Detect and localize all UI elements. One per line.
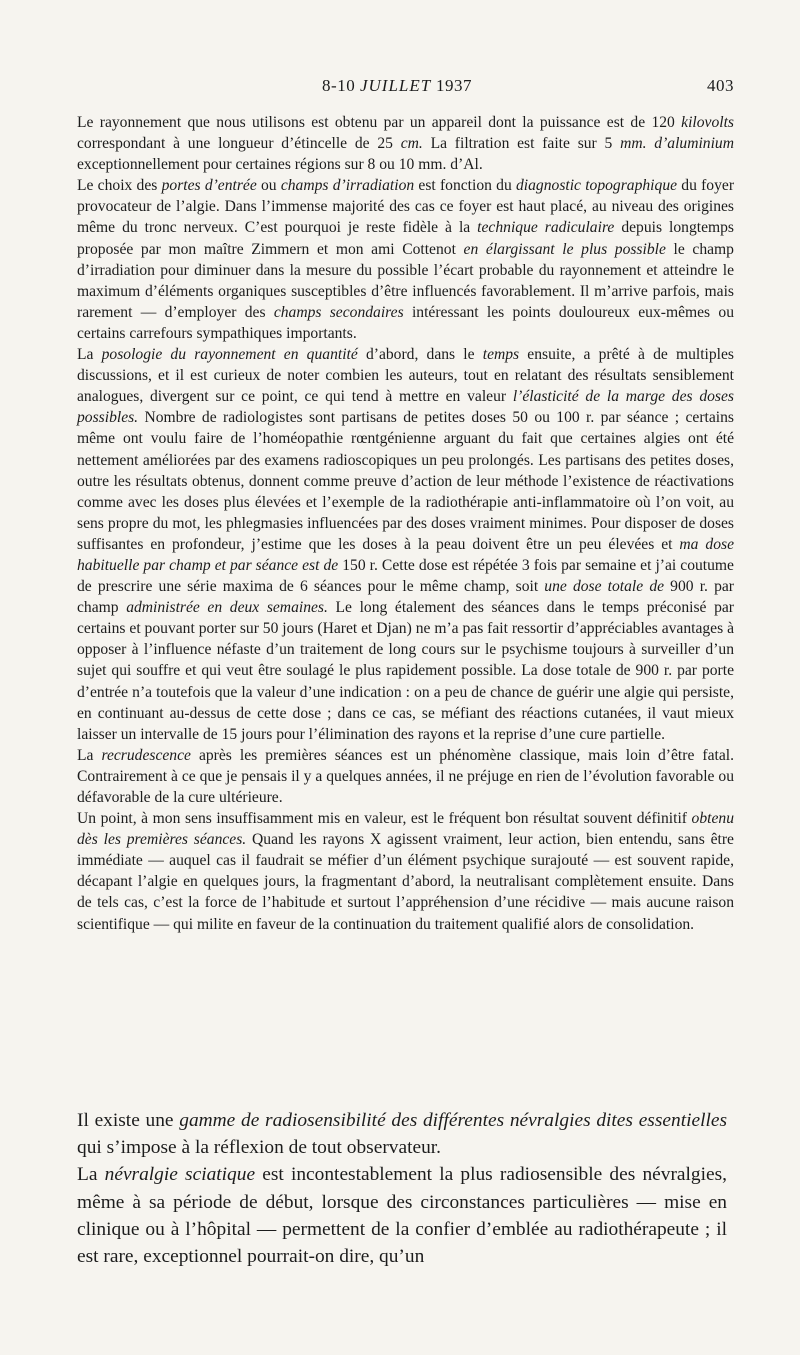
- text-run: est fonction du: [414, 177, 516, 195]
- paragraph: [77, 808, 734, 935]
- italic-run: cm.: [400, 135, 423, 153]
- text-run: La: [77, 1164, 105, 1186]
- text-run: le champ d’irradiation pour diminuer dans la mesure du possible l’écart probable du rayonnement et atteindre le maximum d’éléments organiques susceptibles d’être influencés favorablement. Il m’arrive parfois, mais rarement — d’employer des: [77, 240, 734, 321]
- paragraph: [77, 112, 734, 175]
- text-run: Le rayonnement que nous utilisons est obtenu par un appareil dont la puissance est de 120: [77, 114, 682, 131]
- text-run: ensuite, a prêté à de multiples discussions, et il est curieux de noter combien les auteurs, tout en relatant des résultats sensiblement analogues, divergent sur ce point, ce qui tend à mettre en valeur: [77, 346, 735, 406]
- italic-run: ma dose habituelle par champ et par séance est de: [77, 535, 735, 574]
- text-run: Le long étalement des séances dans le temps préconisé par certains et pouvant porter sur 50 jours (Haret et Djan) ne m’a pas fait ressortir d’appréciables avantages à opposer à l’influence néfaste d’un traitement de long cours sur le psychisme toujours à surveiller d’un sujet qui souffre et qui veut être soulagé le plus rapidement possible. La dose totale de 900 r. par porte d’entrée n’a toutefois que la valeur d’une indication : on a peu de chance de guérir une algie qui persiste, en continuant au-dessus de cette dose ; dans ce cas, se méfiant des réactions cutanées, il vaut mieux laisser un intervalle de 15 jours pour l’élimination des rayons et la reprise d’une cure partielle.: [77, 599, 734, 743]
- paragraph: [77, 745, 734, 808]
- text-run: est incontestablement la plus radiosensible des névralgies, même à sa période de début, lorsque des circonstances particulières — mise en clinique ou à l’hôpital — permettent de la confier d’emblée au radiothérapeute ; il est rare, exceptionnel pourrait-on dire, qu’un: [77, 1164, 727, 1268]
- body-text-large: [77, 1107, 727, 1270]
- date-day: 8-10: [322, 76, 360, 95]
- text-run: Nombre de radiologistes sont partisans de petites doses 50 ou 100 r. par séance ; certains même ont voulu faire de l’homéopathie rœntgénienne arguant du fait que certaines algies ont été nettement améliorées par des examens radioscopiques un peu prolongés. Les partisans des petites doses, outre les résultats obtenus, donnent comme preuve d’action de leur méthode l’existence de réactivations comme avec les doses plus élevées et l’exemple de la radiothérapie anti-inflammatoire où l’on voit, au sens propre du mot, les phlegmasies influencées par des doses vraiment minimes. Pour disposer de doses suffisantes en profondeur, j’estime que les doses à la peau doivent être un peu élevées et: [77, 409, 734, 553]
- text-run: après les premières séances est un phénomène classique, mais loin d’être fatal. Contrairement à ce que je pensais il y a quelques années, il ne préjuge en rien de l’évolution favorable ou défavorable de la cure ultérieure.: [77, 746, 734, 806]
- text-run: depuis longtemps proposée par mon maître Zimmern et mon ami Cottenot: [77, 219, 734, 258]
- text-run: qui s’impose à la réflexion de tout observateur.: [77, 1137, 442, 1159]
- issue-date: [60, 76, 734, 96]
- italic-run: recrudescence: [101, 746, 191, 764]
- italic-run: mm. d’aluminium: [620, 135, 734, 153]
- text-run: 150 r. Cette dose est répétée 3 fois par semaine et j’ai coutume de prescrire une série maxima de 6 séances pour le même champ, soit: [77, 556, 734, 596]
- italic-run: temps: [482, 346, 520, 364]
- italic-run: diagnostic topographique: [516, 177, 678, 195]
- text-run: La filtration est faite sur 5: [422, 135, 621, 153]
- date-month: JUILLET: [359, 76, 432, 95]
- date-year: 1937: [431, 76, 472, 95]
- italic-run: gamme de radiosensibilité des différentes névralgies dites essentielles: [179, 1110, 727, 1131]
- paragraph: [77, 1161, 727, 1270]
- running-header: [60, 76, 734, 100]
- text-run: exceptionnellement pour certaines régions sur 8 ou 10 mm. d’Al.: [77, 156, 483, 174]
- text-run: La: [77, 746, 102, 764]
- text-run: Le choix des: [77, 177, 162, 195]
- italic-run: technique radiculaire: [477, 219, 615, 237]
- italic-run: obtenu dès les premières séances.: [77, 810, 734, 849]
- italic-run: en élargissant le plus possible: [463, 240, 666, 258]
- text-run: correspondant à une longueur d’étincelle de 25: [77, 135, 401, 153]
- text-run: Il existe une: [77, 1110, 180, 1131]
- italic-run: kilovolts: [681, 114, 734, 131]
- italic-run: une dose totale de: [544, 578, 665, 596]
- italic-run: posologie du rayonnement en quantité: [101, 346, 358, 364]
- italic-run: portes d’entrée: [161, 177, 257, 195]
- text-run: du foyer provocateur de l’algie. Dans l’immense majorité des cas ce foyer est haut placé, au niveau des origines même du tronc nerveux. C’est pourquoi je reste fidèle à la: [77, 177, 735, 237]
- italic-run: l’élasticité de la marge des doses possibles.: [77, 388, 734, 427]
- italic-run: névralgie sciatique: [104, 1164, 256, 1186]
- text-run: ou: [256, 177, 281, 195]
- paragraph: [77, 175, 734, 344]
- italic-run: champs secondaires: [273, 303, 404, 321]
- body-text-small: [77, 112, 734, 935]
- paragraph: [77, 344, 734, 745]
- text-run: 900 r. par champ: [77, 578, 734, 617]
- text-run: Un point, à mon sens insuffisamment mis en valeur, est le fréquent bon résultat souvent définitif: [77, 810, 692, 828]
- italic-run: champs d’irradiation: [280, 177, 415, 195]
- page-number: 403: [707, 76, 734, 95]
- italic-run: administrée en deux semaines.: [126, 599, 328, 617]
- text-run: intéressant les points douloureux eux-mêmes ou certains carrefours sympathiques importants.: [77, 303, 734, 342]
- text-run: Quand les rayons X agissent vraiment, leur action, bien entendu, sans être immédiate — auquel cas il faudrait se méfier d’un élément psychique surajouté — est souvent rapide, décapant l’algie en quelques jours, la fragmentant d’abord, la neutralisant complètement ensuite. Dans de tels cas, c’est la force de l’habitude et surtout l’appréhension d’une récidive — mais aucune raison scientifique — qui milite en faveur de la continuation du traitement qualifié alors de consolidation.: [77, 831, 734, 933]
- text-run: La: [77, 346, 102, 364]
- paragraph: [77, 1107, 727, 1161]
- text-run: d’abord, dans le: [357, 346, 483, 364]
